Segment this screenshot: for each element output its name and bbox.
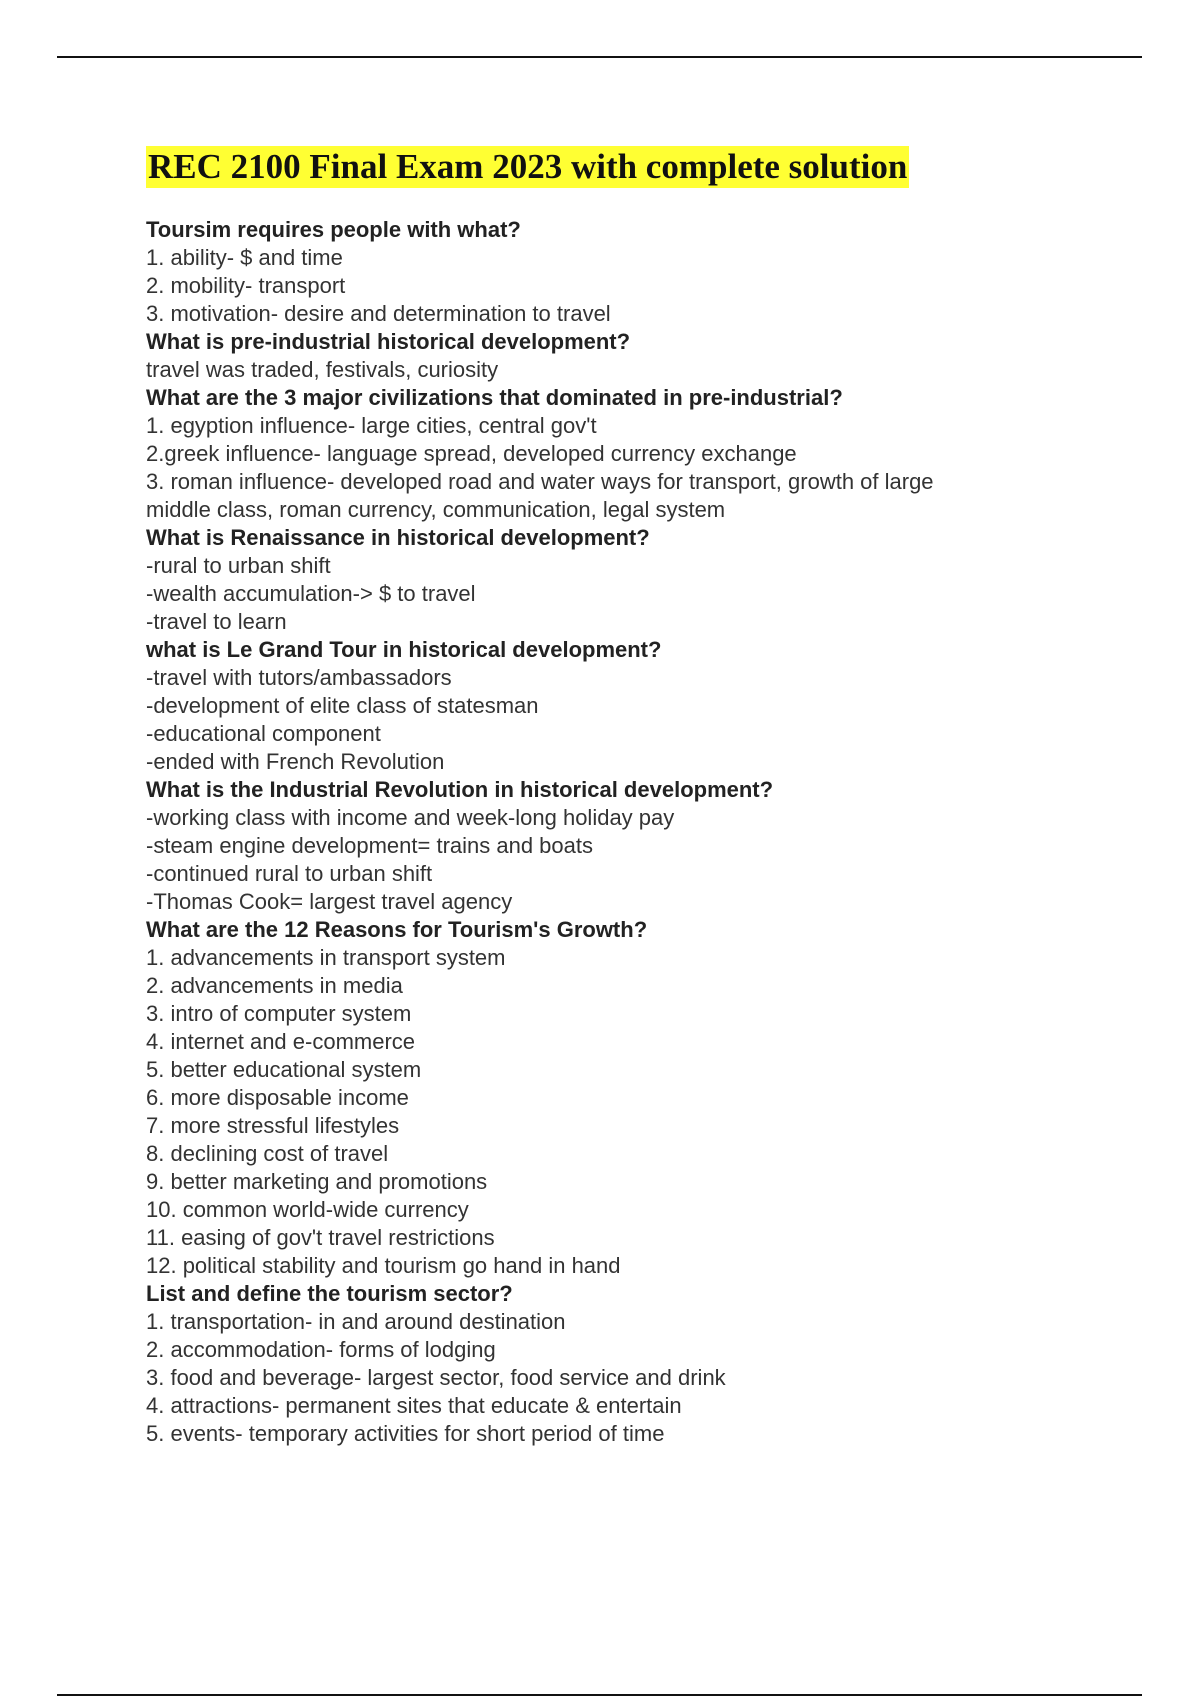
footer-rule [57,1694,1142,1696]
answer-line: -educational component [146,721,381,746]
answer-line: -rural to urban shift [146,553,331,578]
answer-line: 1. ability- $ and time [146,245,343,270]
answer-line: 2. mobility- transport [146,273,346,298]
answer-line: 2. accommodation- forms of lodging [146,1337,496,1362]
question-line: Toursim requires people with what? [146,217,521,242]
answer-line: 3. roman influence- developed road and water ways for transport, growth of large [146,469,934,494]
answer-line: 3. motivation- desire and determination to travel [146,301,611,326]
answer-line: 2. advancements in media [146,973,403,998]
question-line: What are the 3 major civilizations that dominated in pre-industrial? [146,385,843,410]
answer-line: 5. events- temporary activities for short period of time [146,1421,665,1446]
question-line: What is the Industrial Revolution in historical development? [146,777,774,802]
answer-line: 4. attractions- permanent sites that educate & entertain [146,1393,682,1418]
answer-line: 4. internet and e-commerce [146,1029,416,1054]
answer-line: 3. food and beverage- largest sector, food service and drink [146,1365,726,1390]
answer-line: 1. advancements in transport system [146,945,506,970]
answer-line: 11. easing of gov't travel restrictions [146,1225,495,1250]
answer-line: 3. intro of computer system [146,1001,412,1026]
answer-line: -travel to learn [146,609,287,634]
answer-line: -ended with French Revolution [146,749,445,774]
answer-line: -development of elite class of statesman [146,693,539,718]
question-line: List and define the tourism sector? [146,1281,513,1306]
answer-line: 6. more disposable income [146,1085,409,1110]
question-line: What is Renaissance in historical development? [146,525,650,550]
answer-line: 2.greek influence- language spread, developed currency exchange [146,441,797,466]
qa-content [146,216,1126,1448]
answer-line: 7. more stressful lifestyles [146,1113,400,1138]
answer-line: -continued rural to urban shift [146,861,433,886]
answer-line: -working class with income and week-long holiday pay [146,805,675,830]
question-line: What are the 12 Reasons for Tourism's Growth? [146,917,648,942]
question-line: what is Le Grand Tour in historical development? [146,637,662,662]
answer-line: 5. better educational system [146,1057,422,1082]
header-rule [57,56,1142,58]
answer-line: 9. better marketing and promotions [146,1169,488,1194]
answer-line: 1. egyption influence- large cities, central gov't [146,413,597,438]
answer-line: -travel with tutors/ambassadors [146,665,452,690]
answer-line: travel was traded, festivals, curiosity [146,357,499,382]
answer-line: 12. political stability and tourism go hand in hand [146,1253,621,1278]
answer-line: -steam engine development= trains and boats [146,833,594,858]
title-block [146,146,909,188]
page-title: REC 2100 Final Exam 2023 with complete solution [148,147,908,186]
answer-line: 10. common world-wide currency [146,1197,469,1222]
answer-line: middle class, roman currency, communication, legal system [146,497,726,522]
answer-line: -Thomas Cook= largest travel agency [146,889,513,914]
answer-line: 8. declining cost of travel [146,1141,389,1166]
answer-line: 1. transportation- in and around destination [146,1309,566,1334]
answer-line: -wealth accumulation-> $ to travel [146,581,476,606]
question-line: What is pre-industrial historical development? [146,329,631,354]
